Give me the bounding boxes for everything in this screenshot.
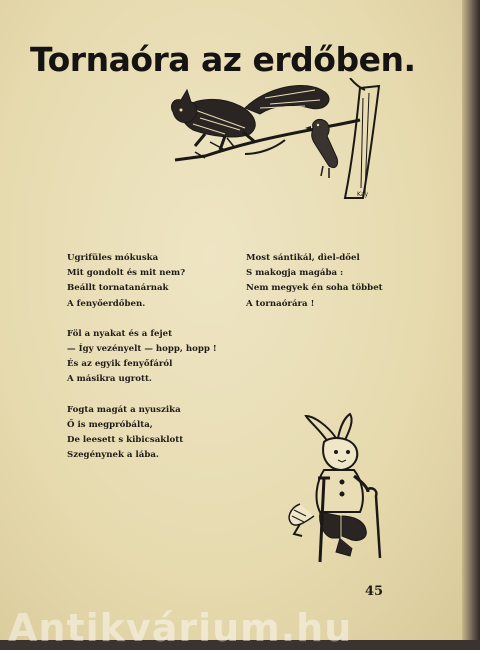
poem-line: Beállt tornatanárnak	[67, 283, 169, 294]
poem-line: Mit gondolt és mit nem?	[67, 268, 186, 279]
poem-line: A tornaórára !	[246, 298, 315, 309]
poem-line: Ő is megpróbálta,	[67, 419, 153, 430]
watermark-text: Antikvárium.hu	[8, 606, 353, 650]
poem-line: Föl a nyakat és a fejet	[67, 328, 173, 339]
page-title: Tornaóra az erdőben.	[30, 40, 416, 79]
squirrel-illustration	[165, 78, 390, 200]
poem-line: S makogja magába :	[246, 268, 344, 279]
poem-line: — Így vezényelt — hopp, hopp !	[67, 344, 217, 355]
stanza	[246, 251, 436, 312]
poem-line: A másikra ugrott.	[67, 374, 152, 385]
poem-line: Szegénynek a lába.	[67, 450, 159, 461]
poem-line: Most sántikál, dìel-dőel	[246, 253, 360, 263]
stanza	[67, 251, 237, 312]
stanza	[67, 403, 237, 464]
poem-left-column	[67, 251, 237, 478]
svg-text:Kay: Kay	[357, 191, 369, 198]
poem-line: De leesett s kibicsaklott	[67, 435, 184, 446]
rabbit-illustration	[280, 412, 390, 572]
page-number: 45	[365, 584, 384, 599]
stanza	[67, 327, 237, 388]
page-edge	[462, 0, 480, 640]
poem-line: És az egyik fenyőfáról	[67, 359, 173, 370]
poem-line: Nem megyek én soha többet	[246, 283, 383, 294]
poem-line: A fenyőerdőben.	[67, 298, 146, 309]
poem-line: Fogta magát a nyuszika	[67, 404, 181, 415]
poem-line: Ugrifüles mókuska	[67, 253, 159, 263]
poem-right-column	[246, 251, 436, 327]
